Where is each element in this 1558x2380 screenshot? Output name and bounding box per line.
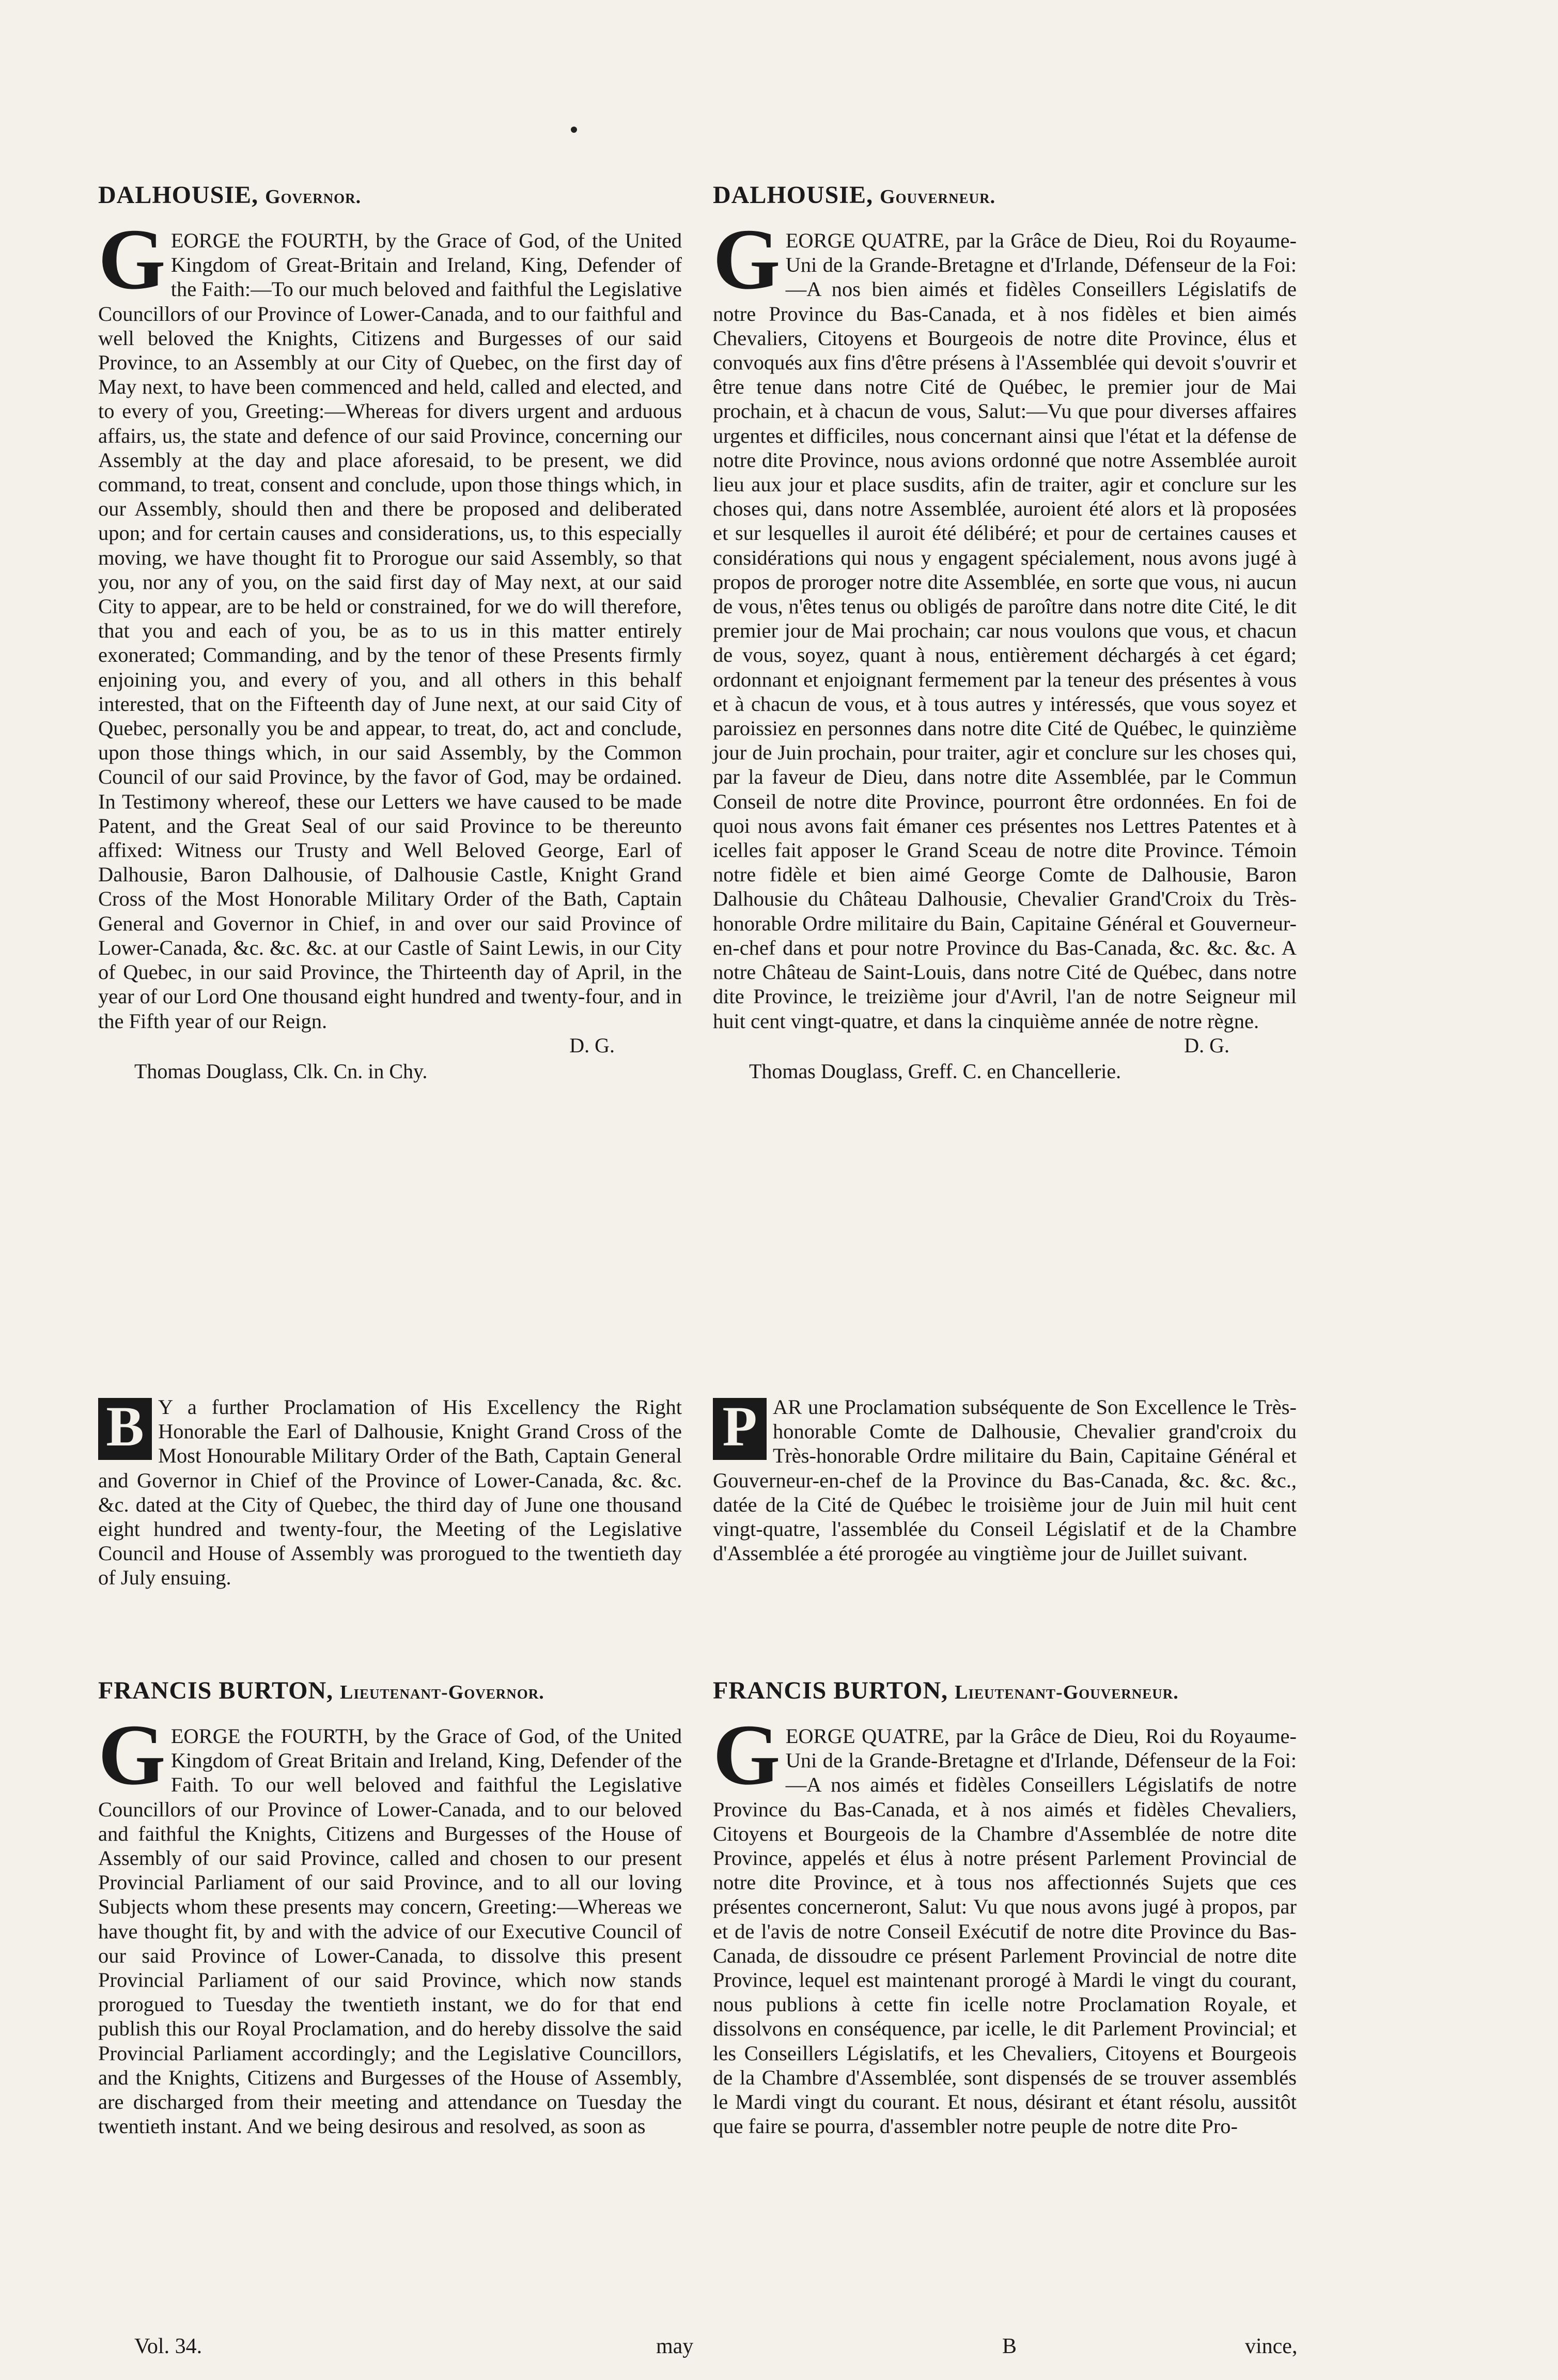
proclamation-body: Y a further Proclamation of His Excellency the Right Honorable the Earl of Dalhousie, Knight Grand Cross of the Most Honourable Military Order of the Bath, Captain General and Governor in Chief of the Province of Lower-Canada, &c. &c. &c. dated at the City of Quebec, the third day of June one thousand eight hundred and twenty-four, the Meeting of the Legislative Council and House of Assembly was prorogued to the twentieth day of July ensuing. bbox=[98, 1395, 682, 1590]
clerk-signature: Thomas Douglass, Clk. Cn. in Chy. bbox=[134, 1059, 428, 1083]
proclamation-text bbox=[98, 1395, 682, 1590]
heading-burton-lieutenant-gouverneur bbox=[713, 1676, 1297, 1710]
proclamation-text bbox=[713, 1395, 1297, 1565]
proclamation-2-english bbox=[98, 1395, 682, 1590]
proclamation-body: EORGE QUATRE, par la Grâce de Dieu, Roi du Royaume-Uni de la Grande-Bretagne et d'Irlande, Défenseur de la Foi:—A nos aimés et fidèles Conseillers Législatifs de notre Province du Bas-Canada, et à nos aimés et fidèles Chevaliers, Citoyens et Bourgeois de la Chambre d'Assemblée de notre dite Province, appelés et élus à notre présent Parlement Provincial de notre dite Province, et à tous nos affectionnés Sujets que ces présentes concerneront, Salut: Vu que nous avons jugé à propos, par et de l'avis de notre Conseil Exécutif de notre dite Province du Bas-Canada, de dissoudre ce présent Parlement Provincial de notre dite Province, lequel est maintenant prorogé à Mardi le vingt du courant, nous publions à cette fin icelle notre Proclamation Royale, et dissolvons en conséquence, par icelle, le dit Parlement Provincial; et les Conseillers Législatifs, et les Chevaliers, Citoyens et Bourgeois de la Chambre d'Assemblée, sont dispensés de se trouver assemblés le Mardi vingt du courant. Et nous, désirant et étant résolu, aussitôt que faire se pourra, d'assembler notre peuple de notre dite Pro- bbox=[713, 1724, 1297, 2138]
heading-title: Gouverneur. bbox=[880, 186, 996, 208]
heading-title: Lieutenant-Governor. bbox=[340, 1682, 544, 1703]
dropcap: G bbox=[98, 211, 166, 307]
heading-dalhousie-governor bbox=[98, 181, 682, 215]
catchword-left: may bbox=[656, 2335, 694, 2358]
clerk-signature: Thomas Douglass, Greff. C. en Chancellerie. bbox=[749, 1059, 1121, 1083]
proclamation-text bbox=[713, 1707, 1297, 2138]
volume-number: Vol. 34. bbox=[134, 2335, 202, 2358]
proclamation-1-french bbox=[713, 181, 1297, 1083]
heading-name: FRANCIS BURTON, bbox=[98, 1677, 334, 1704]
dropcap: B bbox=[98, 1398, 152, 1460]
dropcap: P bbox=[713, 1398, 767, 1460]
heading-title: Lieutenant-Gouverneur. bbox=[955, 1682, 1179, 1703]
proclamation-3-french bbox=[713, 1676, 1297, 2138]
heading-name: DALHOUSIE, bbox=[98, 181, 259, 209]
heading-burton-lieutenant-governor bbox=[98, 1676, 682, 1710]
dropcap: G bbox=[713, 1707, 781, 1803]
proclamation-text bbox=[98, 211, 682, 1033]
signature-initials: D. G. bbox=[1184, 1033, 1229, 1057]
heading-dalhousie-gouverneur bbox=[713, 181, 1297, 215]
signature-mark: B bbox=[1002, 2335, 1017, 2358]
dropcap: G bbox=[98, 1707, 166, 1803]
proclamation-body: EORGE the FOURTH, by the Grace of God, of the United Kingdom of Great Britain and Ireland, King, Defender of the Faith. To our well beloved and faithful the Legislative Councillors of our Province of Lower-Canada, and to our beloved and faithful the Knights, Citizens and Burgesses of the House of Assembly of our said Province, called and chosen to our present Provincial Parliament of our said Province, and to all our loving Subjects whom these presents may concern, Greeting:—Whereas we have thought fit, by and with the advice of our Executive Council of our said Province of Lower-Canada, to dissolve this present Provincial Parliament of our said Province, which now stands prorogued to Tuesday the twentieth instant, we do for that end publish this our Royal Proclamation, and do hereby dissolve the said Provincial Parliament accordingly; and the Legislative Councillors, and the Knights, Citizens and Burgesses of the House of Assembly, are discharged from their meeting and attendance on Tuesday the twentieth instant. And we being desirous and resolved, as soon as bbox=[98, 1724, 682, 2138]
catchword-right: vince, bbox=[1245, 2335, 1298, 2358]
proclamation-body: AR une Proclamation subséquente de Son Excellence le Très-honorable Comte de Dalhousie, Chevalier grand'croix du Très-honorable Ordre militaire du Bain, Capitaine Général et Gouverneur-en-chef de la Province du Bas-Canada, &c. &c. &c., datée de la Cité de Québec le troisième jour de Juin mil huit cent vingt-quatre, l'assemblée du Conseil Législatif et de la Chambre d'Assemblée a été prorogée au vingtième jour de Juillet suivant. bbox=[713, 1395, 1297, 1565]
proclamation-body: EORGE the FOURTH, by the Grace of God, of the United Kingdom of Great-Britain and Ireland, King, Defender of the Faith:—To our much beloved and faithful the Legislative Councillors of our Province of Lower-Canada, and to our faithful and well beloved the Knights, Citizens and Burgesses of our said Province, to an Assembly at our City of Quebec, on the first day of May next, to have been commenced and held, called and elected, and to every of you, Greeting:—Whereas for divers urgent and arduous affairs, us, the state and defence of our said Province, concerning our Assembly at the day and place aforesaid, to be present, we did command, to treat, consent and conclude, upon those things which, in our Assembly, should then and there be proposed and deliberated upon; and for certain causes and considerations, us, to this especially moving, we have thought fit to Prorogue our said Assembly, so that you, nor any of you, on the said first day of May next, at our said City to appear, are to be held or constrained, for we do will therefore, that you and each of you, be as to us in this matter entirely exonerated; Commanding, and by the tenor of these Presents firmly enjoining you, and every of you, and all others in this behalf interested, that on the Fifteenth day of June next, at our said City of Quebec, personally you be and appear, to treat, do, act and conclude, upon those things which, in our said Assembly, by the Common Council of our said Province, by the favor of God, may be ordained. In Testimony whereof, these our Letters we have caused to be made Patent, and the Great Seal of our said Province to be thereunto affixed: Witness our Trusty and Well Beloved George, Earl of Dalhousie, Baron Dalhousie, of Dalhousie Castle, Knight Grand Cross of the Most Honorable Military Order of the Bath, Captain General and Governor in Chief, in and over our said Province of Lower-Canada, &c. &c. &c. at our Castle of Saint Lewis, in our City of Quebec, in our said Province, the Thirteenth day of April, in the year of our Lord One thousand eight hundred and twenty-four, and in the Fifth year of our Reign. bbox=[98, 229, 682, 1033]
proclamation-1-english bbox=[98, 181, 682, 1083]
heading-name: DALHOUSIE, bbox=[713, 181, 874, 209]
signature-initials: D. G. bbox=[569, 1033, 615, 1057]
heading-title: Governor. bbox=[265, 186, 362, 208]
proclamation-3-english bbox=[98, 1676, 682, 2138]
proclamation-text bbox=[713, 211, 1297, 1033]
proclamation-2-french bbox=[713, 1395, 1297, 1565]
proclamation-body: EORGE QUATRE, par la Grâce de Dieu, Roi du Royaume-Uni de la Grande-Bretagne et d'Irlande, Défenseur de la Foi:—A nos bien aimés et fidèles Conseillers Législatifs de notre Province du Bas-Canada, et à nos fidèles et bien aimés Chevaliers, Citoyens et Bourgeois de notre dite Province, élus et convoqués aux fins d'être présens à l'Assemblée qui devoit s'ouvrir et être tenue dans notre Cité de Québec, le premier jour de Mai prochain, et à chacun de vous, Salut:—Vu que pour diverses affaires urgentes et difficiles, nous concernant ainsi que l'état et la défense de notre dite Province, nous avions ordonné que notre Assemblée auroit lieu aux jour et place susdits, afin de traiter, agir et conclure sur les choses qui, dans notre Assemblée, auroient été alors et là proposées et sur lesquelles il auroit été délibéré; et pour de certaines causes et considérations qui nous y engagent spécialement, nous avons jugé à propos de proroger notre dite Assemblée, en sorte que vous, ni aucun de vous, n'êtes tenus ou obligés de paroître dans notre dite Cité, le dit premier jour de Mai prochain; car nous voulons que vous, et chacun de vous, soyez, quant à nous, entièrement déchargés à cet égard; ordonnant et enjoignant fermement par la teneur des présentes à vous et à chacun de vous, et à tous autres y intéressés, que vous soyez et paroissiez en personnes dans notre dite Cité de Québec, le quinzième jour de Juin prochain, pour traiter, agir et conclure sur les choses qui, par la faveur de Dieu, dans notre dite Assemblée, par le Commun Conseil de notre dite Province, pourront être ordonnées. En foi de quoi nous avons fait émaner ces présentes nos Lettres Patentes et à icelles fait apposer le Grand Sceau de notre dite Province. Témoin notre fidèle et bien aimé George Comte de Dalhousie, Baron Dalhousie du Château Dalhousie, Chevalier Grand'Croix du Très-honorable Ordre militaire du Bain, Capitaine Général et Gouverneur-en-chef dans et pour notre Province du Bas-Canada, &c. &c. &c. A notre Château de Saint-Louis, dans notre Cité de Québec, dans notre dite Province, le treizième jour d'Avril, l'an de notre Seigneur mil huit cent vingt-quatre, et dans la cinquième année de notre règne. bbox=[713, 229, 1297, 1033]
proclamation-text bbox=[98, 1707, 682, 2138]
top-dot bbox=[571, 127, 577, 133]
heading-name: FRANCIS BURTON, bbox=[713, 1677, 948, 1704]
dropcap: G bbox=[713, 211, 781, 307]
